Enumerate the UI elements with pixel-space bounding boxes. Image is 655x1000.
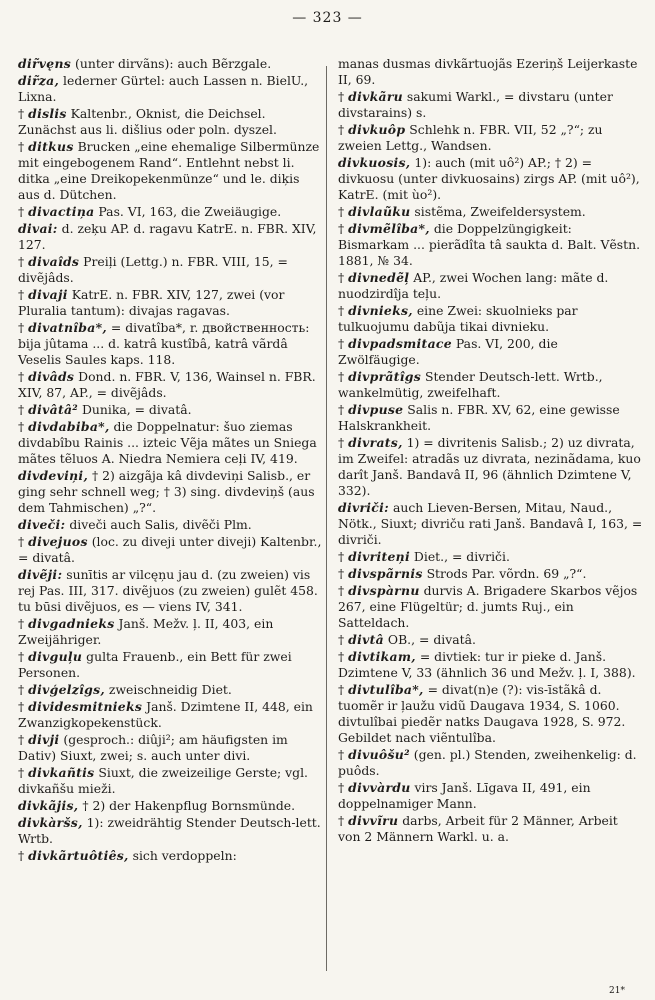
entry-headword: divgadnieks xyxy=(28,616,115,631)
entry-headword: divnedẽļ xyxy=(348,270,410,285)
entry-definition: (loc. zu diveji unter diveji) Kaltenbr., = divatâ. xyxy=(18,534,322,565)
dictionary-entry xyxy=(18,254,323,286)
entry-headword: divspãrnis xyxy=(348,566,423,581)
entry-definition: manas dusmas divkãrtuojãs Ezeriņš Leijerkaste II, 69. xyxy=(338,56,638,87)
dictionary-entry xyxy=(338,813,643,845)
entry-definition: KatrE. n. FBR. XIV, 127, zwei (vor Pluralia tantum): divajas ragavas. xyxy=(18,287,285,318)
entry-headword: ditkus xyxy=(28,139,74,154)
entry-definition: Pas. VI, 163, die Zweiäugige. xyxy=(98,204,282,219)
entry-headword: divtikam, xyxy=(348,649,416,664)
entry-headword: divģelzîgs, xyxy=(28,682,105,697)
dagger-mark: † xyxy=(338,780,349,795)
entry-definition: sich verdoppeln: xyxy=(132,848,237,863)
column-divider xyxy=(326,66,327,971)
dictionary-entry xyxy=(18,402,323,418)
entry-definition: = divatîba*, r. двойственность: bija jûtama ... d. katrâ kustîbâ, katrâ vãrdâ Veselis Saules kaps. 118. xyxy=(18,320,310,367)
entry-headword: divpuse xyxy=(348,402,404,417)
dagger-mark: † xyxy=(338,549,349,564)
entry-headword: divtâ xyxy=(348,632,384,647)
entry-headword: divkãjis, xyxy=(18,798,79,813)
dictionary-entry xyxy=(338,336,643,368)
dictionary-entry xyxy=(338,649,643,681)
dictionary-entry xyxy=(338,747,643,779)
entry-definition: d. zeķu AP. d. ragavu KatrE. n. FBR. XIV, 127. xyxy=(18,221,317,252)
entry-headword: divkàršs, xyxy=(18,815,83,830)
entry-definition: 1): zweidrähtig Stender Deutsch-lett. Wrtb. xyxy=(18,815,321,846)
dictionary-entry xyxy=(338,566,643,582)
dagger-mark: † xyxy=(338,402,349,417)
dagger-mark: † xyxy=(18,287,29,302)
dictionary-entry xyxy=(18,419,323,467)
entry-definition: Diet., = divriči. xyxy=(413,549,510,564)
dictionary-entry xyxy=(338,221,643,269)
dagger-mark: † xyxy=(338,583,349,598)
entry-headword: divâds xyxy=(28,369,75,384)
entry-headword: divẽji: xyxy=(18,567,63,582)
entry-headword: divdabiba*, xyxy=(28,419,110,434)
dagger-mark: † xyxy=(18,848,29,863)
dagger-mark: † xyxy=(338,649,349,664)
dictionary-entry xyxy=(18,320,323,368)
dagger-mark: † xyxy=(338,303,349,318)
entry-headword: divatnîba*, xyxy=(28,320,107,335)
dagger-mark: † xyxy=(18,369,29,384)
entry-headword: divaji xyxy=(28,287,68,302)
entry-headword: divpadsmitace xyxy=(348,336,452,351)
dagger-mark: † xyxy=(18,106,29,121)
dagger-mark: † xyxy=(18,204,29,219)
dagger-mark: † xyxy=(338,89,349,104)
dictionary-entry xyxy=(338,402,643,434)
dagger-mark: † xyxy=(18,402,29,417)
dagger-mark: † xyxy=(18,616,29,631)
entry-headword: divactiņa xyxy=(28,204,95,219)
entry-definition: 1) = divritenis Salisb.; 2) uz divrata, im Zweifel: atradãs uz divrata, nezinãdama, kuo darît Janš. Bandavâ II, 96 (ähnlich Dzimtene V, 332). xyxy=(338,435,641,498)
dagger-mark: † xyxy=(338,270,349,285)
entry-headword: divâtâ² xyxy=(28,402,79,417)
entry-headword: divrats, xyxy=(348,435,403,450)
dictionary-entry xyxy=(18,468,323,516)
entry-definition: sakumi Warkl., = divstaru (unter divstarains) s. xyxy=(338,89,613,120)
dictionary-entry xyxy=(18,106,323,138)
dagger-mark: † xyxy=(338,435,349,450)
dagger-mark: † xyxy=(18,732,29,747)
dagger-mark: † xyxy=(338,122,349,137)
entry-headword: divdeviņi, xyxy=(18,468,89,483)
entry-headword: dir̃vęns xyxy=(18,56,72,71)
dagger-mark: † xyxy=(18,699,29,714)
entry-headword: divkãru xyxy=(348,89,403,104)
entry-definition: (gesproch.: diûji²; am häufigsten im Dativ) Siuxt, zwei; s. auch unter divi. xyxy=(18,732,288,763)
entry-definition: Janš. Mežv. ļ. II, 403, ein Zweijähriger. xyxy=(18,616,274,647)
dictionary-entry xyxy=(338,682,643,746)
entry-definition: † 2) der Hakenpflug Bornsmünde. xyxy=(82,798,296,813)
dictionary-entry xyxy=(18,534,323,566)
entry-definition: = divtiek: tur ir pieke d. Janš. Dzimtene V, 33 (ähnlich 36 und Mežv. ļ. I, 388). xyxy=(338,649,636,680)
entry-definition: diveči auch Salis, divẽči Plm. xyxy=(69,517,252,532)
entry-headword: divkuôp xyxy=(348,122,406,137)
dictionary-entry xyxy=(18,798,323,814)
entry-definition: die Doppelzüngigkeit: Bismarkam ... pierãdîta tâ saukta d. Balt. Vẽstn. 1881, № 34. xyxy=(338,221,641,268)
dictionary-entry xyxy=(338,270,643,302)
dictionary-entry xyxy=(18,567,323,615)
dictionary-entry xyxy=(18,682,323,698)
entry-definition: Schlehk n. FBR. VII, 52 „?“; zu zweien Lettg., Wandsen. xyxy=(338,122,603,153)
entry-definition: Kaltenbr., Oknist, die Deichsel. Zunächst aus li. dišlius oder poln. dyszel. xyxy=(18,106,277,137)
entry-definition: virs Janš. Līgava II, 491, ein doppelnamiger Mann. xyxy=(338,780,591,811)
dictionary-entry xyxy=(18,369,323,401)
dictionary-entry xyxy=(338,56,643,88)
entry-definition: Preiļi (Lettg.) n. FBR. VIII, 15, = divẽjâds. xyxy=(18,254,288,285)
dictionary-entry xyxy=(338,500,643,548)
entry-headword: divvĩru xyxy=(348,813,399,828)
dagger-mark: † xyxy=(338,221,349,236)
entry-definition: (unter dirvãns): auch Bẽrzgale. xyxy=(75,56,272,71)
entry-headword: divaîds xyxy=(28,254,80,269)
entry-definition: Pas. VI, 200, die Zwölfäugige. xyxy=(338,336,558,367)
dagger-mark: † xyxy=(18,254,29,269)
entry-headword: divkãrtuôtiês, xyxy=(28,848,129,863)
entry-headword: dividesmitnieks xyxy=(28,699,143,714)
dictionary-entry xyxy=(18,221,323,253)
dictionary-entry xyxy=(18,732,323,764)
dictionary-entry xyxy=(338,122,643,154)
dictionary-entry xyxy=(338,204,643,220)
entry-definition: lederner Gürtel: auch Lassen n. BielU., Lixna. xyxy=(18,73,309,104)
entry-definition: sunītis ar vilcęņu jau d. (zu zweien) vis rej Pas. III, 317. divẽjuos (zu zweien) gulẽt 458. tu būsi divẽjuos, es — viens IV, 341. xyxy=(18,567,318,614)
dictionary-entry xyxy=(338,435,643,499)
dictionary-entry xyxy=(338,583,643,631)
dagger-mark: † xyxy=(18,320,29,335)
dagger-mark: † xyxy=(18,534,29,549)
dagger-mark: † xyxy=(18,419,29,434)
entry-definition: zweischneidig Diet. xyxy=(108,682,232,697)
dagger-mark: † xyxy=(338,682,349,697)
dictionary-entry xyxy=(18,765,323,797)
entry-definition: eine Zwei: skuolnieks par tulkuojumu dabũja tikai divnieku. xyxy=(338,303,578,334)
dictionary-entry xyxy=(18,616,323,648)
dagger-mark: † xyxy=(18,765,29,780)
dictionary-entry xyxy=(338,549,643,565)
entry-headword: divuôšu² xyxy=(348,747,410,762)
entry-headword: divmẽlîba*, xyxy=(348,221,430,236)
entry-definition: Brucken „eine ehemalige Silbermünze mit eingebogenem Rand“. Entlehnt nebst li. ditka „eine Dreikopekenmünze“ und le. diķis aus d. Dütchen. xyxy=(18,139,320,202)
dagger-mark: † xyxy=(338,566,349,581)
dictionary-entry xyxy=(18,287,323,319)
entry-headword: dislis xyxy=(28,106,67,121)
entry-definition: gulta Frauenb., ein Bett für zwei Personen. xyxy=(18,649,292,680)
entry-definition: Dunika, = divatâ. xyxy=(81,402,192,417)
dagger-mark: † xyxy=(338,204,349,219)
dictionary-entry xyxy=(18,139,323,203)
right-column xyxy=(338,56,643,846)
entry-definition: Stender Deutsch-lett. Wrtb., wankelmütig, zweifelhaft. xyxy=(338,369,603,400)
entry-headword: divvàrdu xyxy=(348,780,411,795)
entry-headword: divriteņi xyxy=(348,549,410,564)
entry-headword: divkuosis, xyxy=(338,155,411,170)
dagger-mark: † xyxy=(18,682,29,697)
entry-headword: divji xyxy=(28,732,60,747)
entry-definition: darbs, Arbeit für 2 Männer, Arbeit von 2 Männern Warkl. u. a. xyxy=(338,813,618,844)
dictionary-entry xyxy=(18,699,323,731)
page-number: — 323 — xyxy=(292,10,363,26)
dictionary-entry xyxy=(18,56,323,72)
entry-headword: divkañtis xyxy=(28,765,95,780)
dictionary-entry xyxy=(338,369,643,401)
dagger-mark: † xyxy=(338,813,349,828)
dictionary-entry xyxy=(338,155,643,203)
dagger-mark: † xyxy=(338,747,349,762)
left-column xyxy=(18,56,323,865)
dictionary-entry xyxy=(18,517,323,533)
entry-definition: 1): auch (mit uô²) AP.; † 2) = divkuosu (unter divkuosains) zirgs AP. (mit uô²), KatrE. (mit ùo²). xyxy=(338,155,640,202)
entry-definition: Siuxt, die zweizeilige Gerste; vgl. divkañšu mieži. xyxy=(18,765,309,796)
entry-headword: divnieks, xyxy=(348,303,413,318)
dagger-mark: † xyxy=(338,632,349,647)
entry-definition: Dond. n. FBR. V, 136, Wainsel n. FBR. XIV, 87, AP., = divẽjâds. xyxy=(18,369,316,400)
printer-signature: 21* xyxy=(609,986,625,996)
entry-headword: divejuos xyxy=(28,534,88,549)
dagger-mark: † xyxy=(18,649,29,664)
entry-definition: = divat(n)e (?): vis-īstãkâ d. tuomẽr ir ļaužu vidũ Daugava 1934, S. 1060. divtulîbai piedẽr natks Daugava 1928, S. 972. Gebildet nach viẽntulîba. xyxy=(338,682,626,745)
dagger-mark: † xyxy=(18,139,29,154)
dictionary-entry xyxy=(338,89,643,121)
entry-definition: die Doppelnatur: šuo ziemas divdabîbu Rainis ... izteic Vẽja mãtes un Sniega mãtes tẽluos A. Niedra Nemiera ceļi IV, 419. xyxy=(18,419,317,466)
entry-definition: auch Lieven-Bersen, Mitau, Naud., Nötk., Siuxt; divriču rati Janš. Bandavâ I, 163, = divriči. xyxy=(338,500,643,547)
entry-definition: Salis n. FBR. XV, 62, eine gewisse Halskrankheit. xyxy=(338,402,620,433)
entry-headword: divlaũku xyxy=(348,204,411,219)
dagger-mark: † xyxy=(338,369,349,384)
dagger-mark: † xyxy=(338,336,349,351)
dictionary-entry xyxy=(338,780,643,812)
entry-headword: diveči: xyxy=(18,517,66,532)
dictionary-entry xyxy=(338,632,643,648)
entry-headword: divspàrnu xyxy=(348,583,420,598)
entry-headword: divguļu xyxy=(28,649,83,664)
entry-definition: OB., = divatâ. xyxy=(387,632,476,647)
dictionary-entry xyxy=(18,815,323,847)
entry-definition: † 2) aizgãja kâ divdeviņi Salisb., er ging sehr schnell weg; † 3) sing. divdeviņš (aus dem Tahmischen) „?“. xyxy=(18,468,315,515)
entry-headword: divprãtîgs xyxy=(348,369,422,384)
entry-definition: (gen. pl.) Stenden, zweihenkelig: d. puôds. xyxy=(338,747,637,778)
entry-definition: durvis A. Brigadere Skarbos vẽjos 267, eine Flügeltür; d. jumts Ruj., ein Satteldach. xyxy=(338,583,638,630)
entry-headword: divriči: xyxy=(338,500,390,515)
entry-headword: dir̃za, xyxy=(18,73,60,88)
entry-definition: Strods Par. võrdn. 69 „?“. xyxy=(426,566,587,581)
entry-definition: sistẽma, Zweifeldersystem. xyxy=(414,204,586,219)
dictionary-entry xyxy=(18,73,323,105)
dictionary-entry xyxy=(18,649,323,681)
entry-headword: divtulîba*, xyxy=(348,682,424,697)
entry-definition: AP., zwei Wochen lang: mãte d. nuodzirdîja teļu. xyxy=(338,270,609,301)
dictionary-entry xyxy=(338,303,643,335)
dictionary-entry xyxy=(18,204,323,220)
entry-definition: Janš. Dzimtene II, 448, ein Zwanzigkopekenstück. xyxy=(18,699,313,730)
entry-headword: divai: xyxy=(18,221,58,236)
dictionary-entry xyxy=(18,848,323,864)
